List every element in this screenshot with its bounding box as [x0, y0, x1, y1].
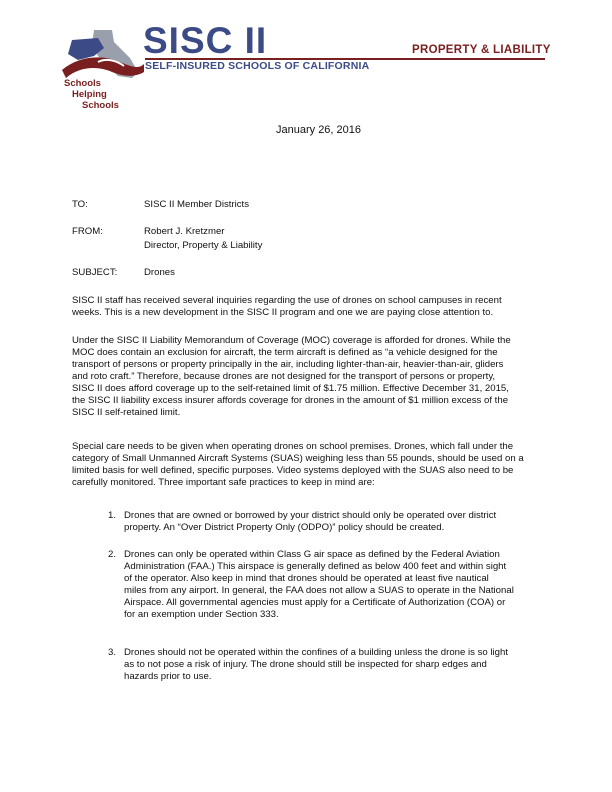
- from-name: Robert J. Kretzmer: [144, 226, 225, 237]
- list-item: [124, 647, 548, 683]
- text-line: transport of persons or property principally in the air, including lighter-than-air, heavier-than-air, gliders: [72, 359, 504, 370]
- list-number: 1.: [108, 510, 117, 521]
- text-line: SISC II staff has received several inquiries regarding the use of drones on school campuses in recent: [72, 295, 502, 306]
- text-line: hazards prior to use.: [124, 671, 212, 682]
- paragraph-special-care: [72, 441, 548, 489]
- org-name: SISC II: [143, 20, 268, 61]
- text-line: weeks. This is a new development in the SISC II program and one we are paying close attention to.: [72, 307, 494, 318]
- paragraph-intro: [72, 295, 548, 319]
- list-item: [124, 510, 548, 534]
- text-line: the SISC II liability excess insurer affords coverage for drones in the amount of $1 million excess of the: [72, 395, 509, 406]
- list-number: 3.: [108, 647, 117, 658]
- text-line: SISC II does afford coverage up to the self-retained limit of $1.75 million. Effective December 31, 2015,: [72, 383, 509, 394]
- text-line: and roto craft.” Therefore, because drones are not designed for the transport of persons or property,: [72, 371, 496, 382]
- from-label: FROM:: [72, 226, 103, 237]
- text-line: as to not pose a risk of injury. The drone should still be inspected for sharp edges and: [124, 659, 487, 670]
- list-number: 2.: [108, 549, 117, 560]
- to-value: SISC II Member Districts: [144, 199, 250, 210]
- text-line: Drones that are owned or borrowed by your district should only be operated over district: [124, 510, 497, 521]
- text-line: limited basis for well defined, specific purposes. Video systems deployed with the SUAS also need to be: [72, 465, 514, 476]
- text-line: category of Small Unmanned Aircraft Systems (SUAS) weighing less than 55 pounds, should be used on a: [72, 453, 524, 464]
- text-line: SISC II self-retained limit.: [72, 407, 181, 418]
- from-title: Director, Property & Liability: [144, 240, 263, 251]
- text-line: Drones should not be operated within the confines of a building unless the drone is so light: [124, 647, 508, 658]
- text-line: for an exemption under Section 333.: [124, 609, 279, 620]
- subject-value: Drones: [144, 267, 175, 278]
- text-line: Special care needs to be given when operating drones on school premises. Drones, which fall under the: [72, 441, 514, 452]
- paragraph-coverage: [72, 335, 548, 419]
- state-outline-icon: [68, 38, 104, 60]
- department-name: PROPERTY & LIABILITY: [412, 44, 551, 56]
- text-line: MOC does contain an exclusion for aircraft, the term aircraft is defined as “a vehicle designed for the: [72, 347, 498, 358]
- motto-line: Schools: [64, 78, 101, 89]
- text-line: Under the SISC II Liability Memorandum of Coverage (MOC) coverage is afforded for drones. While the: [72, 335, 511, 346]
- text-line: carefully monitored. Three important safe practices to keep in mind are:: [72, 477, 375, 488]
- motto-line: Helping: [72, 89, 107, 100]
- to-label: TO:: [72, 199, 88, 210]
- text-line: Administration (FAA.) This airspace is generally defined as below 400 feet and within sight: [124, 561, 507, 572]
- motto-line: Schools: [82, 100, 119, 111]
- subject-label: SUBJECT:: [72, 267, 118, 278]
- text-line: of the operator. Also keep in mind that drones should be operated at least five nautical: [124, 573, 489, 584]
- list-item: [124, 549, 548, 621]
- text-line: miles from any airport. In general, the FAA does not allow a SUAS to operate in the National: [124, 585, 514, 596]
- memo-date: January 26, 2016: [276, 124, 362, 136]
- text-line: Drones can only be operated within Class G air space as defined by the Federal Aviation: [124, 549, 500, 560]
- org-full-name: SELF-INSURED SCHOOLS OF CALIFORNIA: [145, 60, 370, 72]
- text-line: property. An “Over District Property Only (ODPO)” policy should be created.: [124, 522, 445, 533]
- text-line: Airspace. All governmental agencies must apply for a Certificate of Authorization (COA) or: [124, 597, 506, 608]
